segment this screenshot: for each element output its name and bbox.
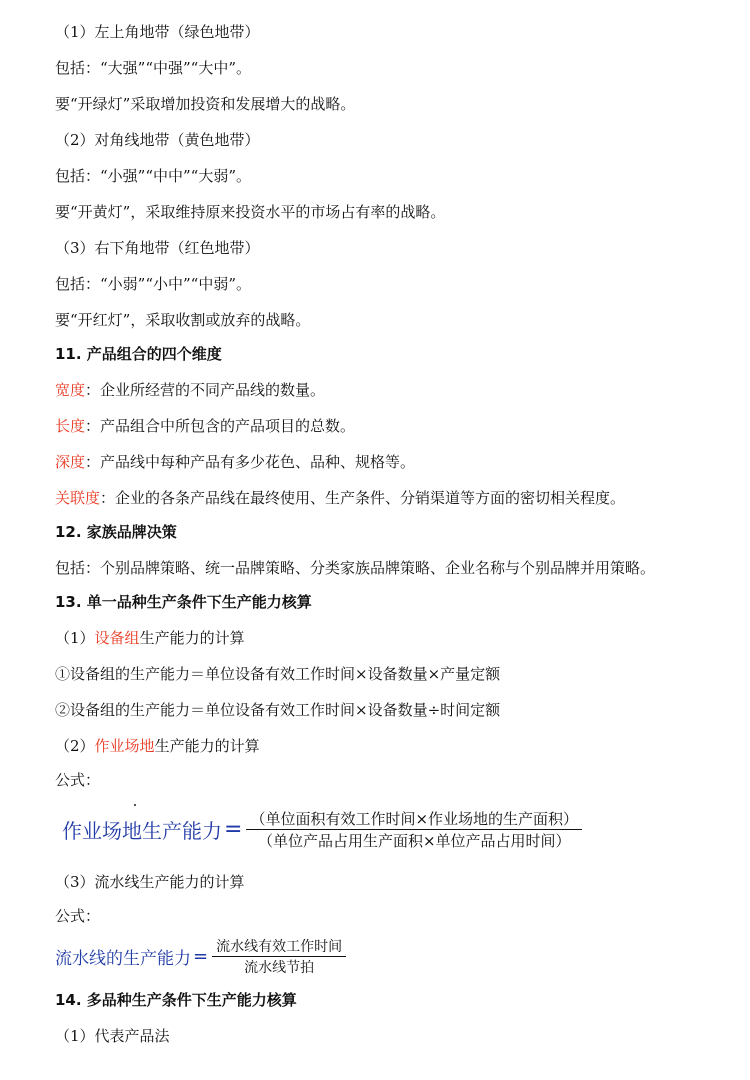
zone-3-strategy: 要“开红灯”，采取收割或放弃的战略。 (55, 311, 311, 329)
assembly-line-subheading: （3）流水线生产能力的计算 (55, 873, 245, 891)
equipment-formula-1: ①设备组的生产能力＝单位设备有效工作时间×设备数量×产量定额 (55, 665, 501, 683)
sub1-prefix: （1） (55, 629, 95, 647)
assembly-line-capacity-formula (55, 936, 346, 977)
dimension-depth (55, 452, 415, 472)
section-14-heading: 14. 多品种生产条件下生产能力核算 (55, 991, 297, 1009)
sub2-prefix: （2） (55, 737, 95, 755)
dimension-relevance (55, 488, 625, 508)
line-formula-equals: = (193, 946, 209, 967)
formula-label-2: 公式： (55, 907, 101, 925)
area-formula-denominator: （单位产品占用生产面积×单位产品占用时间） (257, 832, 571, 850)
line-formula-denominator: 流水线节拍 (244, 960, 315, 976)
representative-product-method: （1）代表产品法 (55, 1027, 170, 1045)
work-area-subheading (55, 736, 260, 756)
section-12-text: 包括：个别品牌策略、统一品牌策略、分类家族品牌策略、企业名称与个别品牌并用策略。 (55, 559, 656, 577)
area-formula-fraction (246, 808, 582, 851)
zone-3-include: 包括：“小弱”“小中”“中弱”。 (55, 275, 252, 293)
zone-2-include: 包括：“小强”“中中”“大弱”。 (55, 167, 252, 185)
section-11-heading: 11. 产品组合的四个维度 (55, 345, 222, 363)
term-work-area: 作业场地 (94, 737, 155, 755)
dimension-length (55, 416, 355, 436)
sub1-suffix: 生产能力的计算 (139, 629, 245, 647)
scan-speck (134, 804, 136, 806)
zone-2-strategy: 要“开黄灯”，采取维持原来投资水平的市场占有率的战略。 (55, 203, 446, 221)
formula-label-1: 公式： (55, 771, 101, 789)
line-formula-fraction (212, 936, 346, 977)
desc-relevance: ：企业的各条产品线在最终使用、生产条件、分销渠道等方面的密切相关程度。 (100, 489, 626, 507)
section-12-heading: 12. 家族品牌决策 (55, 523, 177, 541)
equipment-group-subheading (55, 628, 245, 648)
line-formula-lhs: 流水线的生产能力 (55, 949, 191, 969)
area-formula-numerator: （单位面积有效工作时间×作业场地的生产面积） (250, 810, 579, 828)
term-width: 宽度 (55, 381, 86, 399)
area-formula-equals: = (224, 817, 243, 842)
term-relevance: 关联度 (55, 489, 101, 507)
equipment-formula-2: ②设备组的生产能力＝单位设备有效工作时间×设备数量÷时间定额 (55, 701, 501, 719)
desc-length: ：产品组合中所包含的产品项目的总数。 (85, 417, 356, 435)
line-formula-numerator: 流水线有效工作时间 (216, 939, 343, 955)
term-depth: 深度 (55, 453, 86, 471)
zone-1-strategy: 要“开绿灯”采取增加投资和发展增大的战略。 (55, 95, 356, 113)
term-equipment-group: 设备组 (94, 629, 140, 647)
work-area-capacity-formula (62, 808, 582, 851)
zone-3-title: （3）右下角地带（红色地带） (55, 239, 260, 257)
zone-1-include: 包括：“大强”“中强”“大中”。 (55, 59, 252, 77)
section-13-heading: 13. 单一品种生产条件下生产能力核算 (55, 593, 312, 611)
area-formula-lhs: 作业场地生产能力 (62, 819, 222, 843)
zone-2-title: （2）对角线地带（黄色地带） (55, 131, 260, 149)
dimension-width (55, 380, 325, 400)
zone-1-title: （1）左上角地带（绿色地带） (55, 23, 260, 41)
desc-width: ：企业所经营的不同产品线的数量。 (85, 381, 326, 399)
sub2-suffix: 生产能力的计算 (154, 737, 260, 755)
term-length: 长度 (55, 417, 86, 435)
desc-depth: ：产品线中每种产品有多少花色、品种、规格等。 (85, 453, 416, 471)
